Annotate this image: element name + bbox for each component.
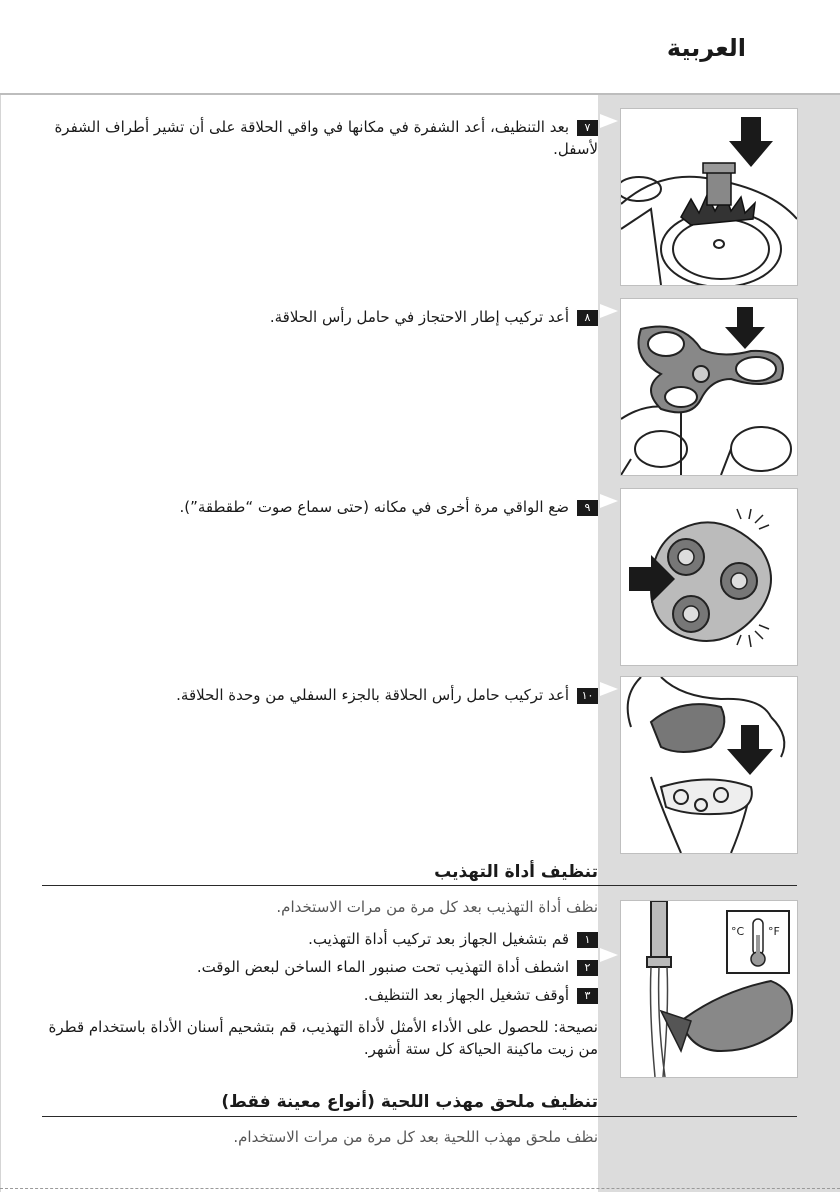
step-number: ٣ bbox=[577, 988, 598, 1004]
panel-pointer bbox=[600, 948, 618, 962]
step-number: ١٠ bbox=[577, 688, 598, 704]
retaining-frame-illustration bbox=[621, 299, 797, 475]
step-8 bbox=[38, 306, 598, 328]
step-number: ٩ bbox=[577, 500, 598, 516]
down-arrow-icon bbox=[727, 725, 773, 775]
trimmer-step-3 bbox=[38, 984, 598, 1006]
step-9 bbox=[38, 496, 598, 518]
cutter-illustration bbox=[621, 109, 797, 285]
bottom-dashed-border bbox=[0, 1188, 840, 1190]
section-rule bbox=[42, 1116, 797, 1117]
section-title-trimmer: تنظيف أداة التهذيب bbox=[434, 862, 598, 882]
step-text: أعد تركيب إطار الاحتجاز في حامل رأس الحلاقة. bbox=[269, 308, 569, 326]
step-number: ١ bbox=[577, 932, 598, 948]
illustration-shaving-head bbox=[620, 676, 798, 854]
step-number: ٨ bbox=[577, 310, 598, 326]
section-rule bbox=[42, 885, 797, 886]
trimmer-step-2 bbox=[38, 956, 598, 978]
illustration-cutter-insert bbox=[620, 108, 798, 286]
fahrenheit-label: °F bbox=[768, 925, 780, 938]
illustration-rinse-trimmer bbox=[620, 900, 798, 1078]
beard-intro: نظف ملحق مهذب اللحية بعد كل مرة من مرات الاستخدام. bbox=[233, 1128, 598, 1146]
step-text: اشطف أداة التهذيب تحت صنبور الماء الساخن لبعض الوقت. bbox=[196, 958, 569, 976]
trimmer-tip: نصيحة: للحصول على الأداء الأمثل لأداة التهذيب، قم بتشحيم أسنان الأداة باستخدام قطرة من زيت ماكينة الحياكة كل ستة أشهر. bbox=[48, 1018, 598, 1058]
step-text: قم بتشغيل الجهاز بعد تركيب أداة التهذيب. bbox=[308, 930, 569, 948]
step-text: بعد التنظيف، أعد الشفرة في مكانها في واقي الحلاقة على أن تشير أطراف الشفرة لأسفل. bbox=[54, 118, 598, 158]
step-7 bbox=[38, 116, 598, 160]
panel-pointer bbox=[600, 304, 618, 318]
panel-pointer bbox=[600, 114, 618, 128]
panel-pointer bbox=[600, 682, 618, 696]
step-text: ضع الواقي مرة أخرى في مكانه (حتى سماع صوت “طقطقة”). bbox=[179, 498, 569, 516]
trimmer-step-1 bbox=[38, 928, 598, 950]
guard-illustration bbox=[621, 489, 797, 665]
trimmer-intro: نظف أداة التهذيب بعد كل مرة من مرات الاستخدام. bbox=[276, 898, 598, 916]
down-arrow-icon bbox=[729, 117, 773, 167]
rinse-trimmer-illustration bbox=[621, 901, 797, 1077]
section-title-beard: تنظيف ملحق مهذب اللحية (أنواع معينة فقط) bbox=[221, 1092, 598, 1112]
step-number: ٧ bbox=[577, 120, 598, 136]
down-arrow-icon bbox=[725, 307, 765, 349]
left-margin-rule bbox=[0, 95, 1, 1192]
celsius-label: °C bbox=[731, 925, 745, 938]
illustration-guard-click bbox=[620, 488, 798, 666]
shaving-head-illustration bbox=[621, 677, 797, 853]
thermometer-icon bbox=[751, 919, 765, 966]
language-label: العربية bbox=[666, 34, 746, 62]
step-text: أوقف تشغيل الجهاز بعد التنظيف. bbox=[363, 986, 569, 1004]
step-text: أعد تركيب حامل رأس الحلاقة بالجزء السفلي من وحدة الحلاقة. bbox=[176, 686, 569, 704]
step-number: ٢ bbox=[577, 960, 598, 976]
panel-pointer bbox=[600, 494, 618, 508]
illustration-retaining-frame bbox=[620, 298, 798, 476]
step-10 bbox=[38, 684, 598, 706]
